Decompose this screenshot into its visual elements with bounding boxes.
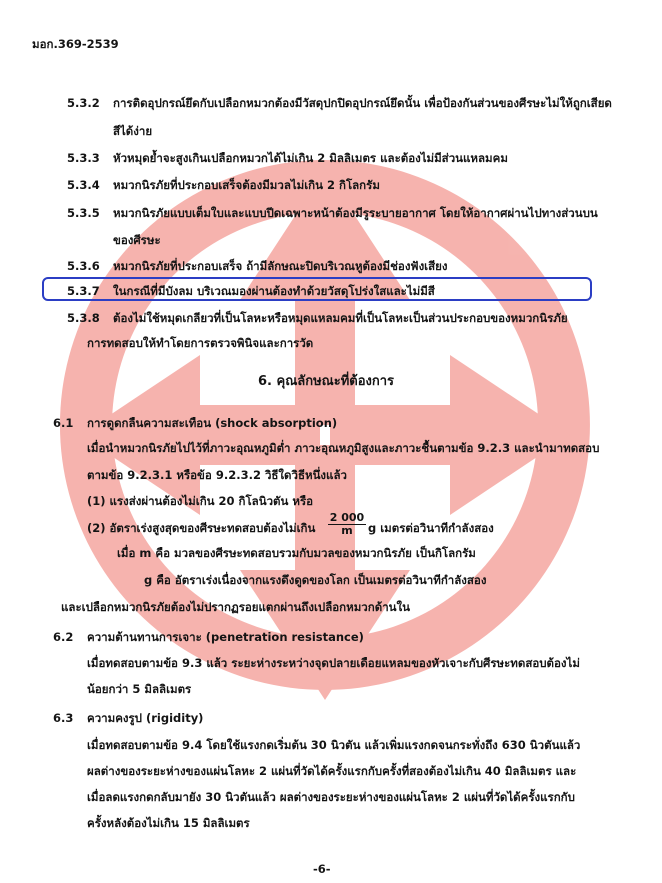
paragraph-line: น้อยกว่า 5 มิลลิเมตร bbox=[87, 682, 192, 696]
clause-text: ในกรณีที่มีบังลม บริเวณมองผ่านต้องทำด้วยวัสดุโปร่งใสและไม่มีสี bbox=[113, 284, 435, 298]
clause-number: 5.3.5 bbox=[67, 206, 100, 220]
clause-number: 5.3.3 bbox=[67, 151, 100, 165]
fraction-denominator: m bbox=[328, 524, 366, 537]
clause-number: 5.3.8 bbox=[67, 311, 100, 325]
clause-number: 5.3.4 bbox=[67, 178, 100, 192]
paragraph-line: และเปลือกหมวกนิรภัยต้องไม่ปรากฏรอยแตกผ่านถึงเปลือกหมวกด้านใน bbox=[61, 600, 410, 614]
paragraph-line: เมื่อนำหมวกนิรภัยไปไว้ที่ภาวะอุณหภูมิต่ำ ภาวะอุณหภูมิสูงและภาวะชื้นตามข้อ 9.2.3 และนำมาทดสอบ bbox=[87, 441, 600, 455]
section-title: 6. คุณลักษณะที่ต้องการ bbox=[258, 374, 395, 389]
paragraph-line: เมื่อลดแรงกดกลับมายัง 30 นิวตันแล้ว ผลต่างของระยะห่างของแผ่นโลหะ 2 แผ่นที่วัดได้ครั้งแรกกับ bbox=[87, 790, 575, 804]
list-item-continuation: g เมตรต่อวินาทีกำลังสอง bbox=[368, 521, 494, 535]
section-heading: ความต้านทานการเจาะ (penetration resistance) bbox=[87, 630, 364, 644]
clause-number: 5.3.6 bbox=[67, 259, 100, 273]
clause-text: การทดสอบให้ทำโดยการตรวจพินิจและการวัด bbox=[87, 336, 314, 350]
paragraph-line: ครั้งหลังต้องไม่เกิน 15 มิลลิเมตร bbox=[87, 816, 250, 830]
clause-text: หมวกนิรภัยที่ประกอบเสร็จ ถ้ามีลักษณะปิดบริเวณหูต้องมีช่องฟังเสียง bbox=[113, 259, 448, 273]
definition-line: g คือ อัตราเร่งเนื่องจากแรงดึงดูดของโลก เป็นเมตรต่อวินาทีกำลังสอง bbox=[144, 573, 487, 587]
clause-number: 5.3.7 bbox=[67, 284, 100, 298]
section-number: 6.1 bbox=[53, 416, 74, 430]
paragraph-line: ตามข้อ 9.2.3.1 หรือข้อ 9.2.3.2 วิธีใดวิธีหนึ่งแล้ว bbox=[87, 468, 347, 482]
section-number: 6.2 bbox=[53, 630, 74, 644]
section-heading: ความคงรูป (rigidity) bbox=[87, 711, 204, 725]
standard-code: มอก.369-2539 bbox=[32, 37, 119, 51]
clause-text: หัวหมุดย้ำจะสูงเกินเปลือกหมวกได้ไม่เกิน 2 มิลลิเมตร และต้องไม่มีส่วนแหลมคม bbox=[113, 151, 508, 165]
definition-line: เมื่อ m คือ มวลของศีรษะทดสอบรวมกับมวลของหมวกนิรภัย เป็นกิโลกรัม bbox=[117, 546, 476, 560]
clause-text: หมวกนิรภัยที่ประกอบเสร็จต้องมีมวลไม่เกิน 2 กิโลกรัม bbox=[113, 178, 380, 192]
clause-number: 5.3.2 bbox=[67, 96, 100, 110]
section-number: 6.3 bbox=[53, 711, 74, 725]
clause-text: ต้องไม่ใช้หมุดเกลียวที่เป็นโลหะหรือหมุดแหลมคมที่เป็นโลหะเป็นส่วนประกอบของหมวกนิรภัย bbox=[113, 311, 568, 325]
fraction-numerator: 2 000 bbox=[329, 511, 365, 524]
clause-text: การติดอุปกรณ์ยึดกับเปลือกหมวกต้องมีวัสดุปกปิดอุปกรณ์ยึดนั้น เพื่อป้องกันส่วนของศีรษะไม่ให้ถูกเสียด bbox=[113, 96, 612, 110]
fraction bbox=[328, 512, 366, 537]
clause-text: ของศีรษะ bbox=[113, 233, 161, 247]
clause-text: สีได้ง่าย bbox=[113, 124, 153, 138]
highlight-box bbox=[42, 277, 592, 301]
page-number: -6- bbox=[313, 862, 331, 876]
list-item: (2) อัตราเร่งสูงสุดของศีรษะทดสอบต้องไม่เกิน bbox=[87, 521, 316, 535]
list-item: (1) แรงส่งผ่านต้องไม่เกิน 20 กิโลนิวตัน หรือ bbox=[87, 494, 314, 508]
section-heading: การดูดกลืนความสะเทือน (shock absorption) bbox=[87, 416, 338, 430]
paragraph-line: ผลต่างของระยะห่างของแผ่นโลหะ 2 แผ่นที่วัดได้ครั้งแรกกับครั้งที่สองต้องไม่เกิน 40 มิลลิเมตร และ bbox=[87, 764, 577, 778]
clause-text: หมวกนิรภัยแบบเต็มใบและแบบปีดเฉพาะหน้าต้องมีรูระบายอากาศ โดยให้อากาศผ่านไปทางส่วนบน bbox=[113, 206, 598, 220]
paragraph-line: เมื่อทดสอบตามข้อ 9.3 แล้ว ระยะห่างระหว่างจุดปลายเดือยแหลมของหัวเจาะกับศีรษะทดสอบต้องไม่ bbox=[87, 656, 580, 670]
paragraph-line: เมื่อทดสอบตามข้อ 9.4 โดยใช้แรงกดเริ่มต้น 30 นิวตัน แล้วเพิ่มแรงกดจนกระทั่งถึง 630 นิวตันแล้ว bbox=[87, 738, 581, 752]
